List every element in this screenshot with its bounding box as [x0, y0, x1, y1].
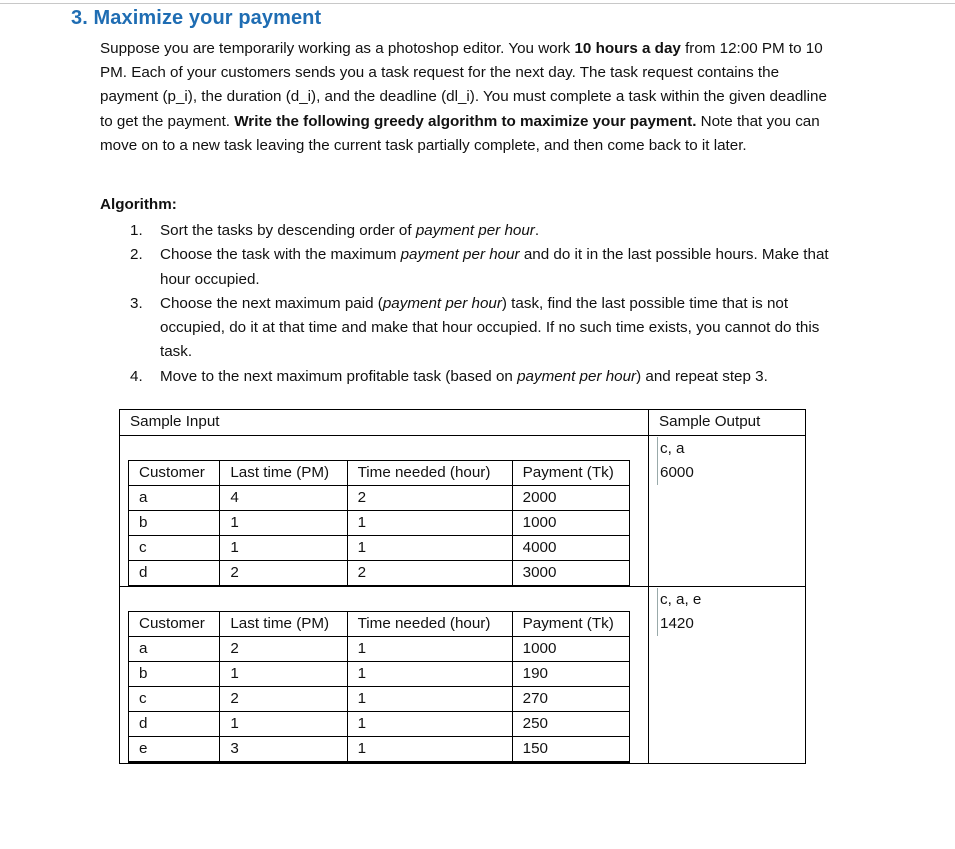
table-header-row: Customer Last time (PM) Time needed (hour) Payment (Tk) [129, 461, 630, 486]
table-row: c 2 1 270 [129, 687, 630, 712]
algorithm-step-3: 3. Choose the next maximum paid (payment per hour) task, find the last possible time that is not occupied, do it at that time and make that hour occupied. If no such time exists, you cannot do this task. [130, 294, 820, 361]
sample-input-table-1 [128, 460, 630, 587]
intro-bold-instruction: Write the following greedy algorithm to maximize your payment. [234, 112, 697, 130]
intro-bold-hours: 10 hours a day [574, 40, 681, 57]
intro-text-1: Suppose you are temporarily working as a photoshop editor. You work [100, 40, 575, 57]
table-header-row: Customer Last time (PM) Time needed (hour) Payment (Tk) [129, 612, 630, 637]
sample-input-table-2 [128, 611, 630, 763]
sample-input-header: Sample Input [130, 413, 220, 430]
table-row: c 1 1 4000 [129, 536, 630, 561]
table-row: a 4 2 2000 [129, 486, 630, 511]
table-row: b 1 1 190 [129, 662, 630, 687]
table-row: a 2 1 1000 [129, 637, 630, 662]
algorithm-heading: Algorithm: [100, 196, 177, 213]
algorithm-step-4: 4. Move to the next maximum profitable task (based on payment per hour) and repeat step 3. [130, 367, 768, 385]
intro-text-2: from 12:00 PM to 10 PM. Each of your customers sends you a task request for the next day. The task request contains the payment (p_i), the duration (d_i), and the deadline (dl_i). You must complete a task within the given deadline to get the payment. [100, 40, 827, 130]
sample-output-2 [657, 588, 701, 636]
table-row: e 3 1 150 [129, 737, 630, 763]
output-total-payment: 1420 [660, 615, 694, 632]
sample-output-header: Sample Output [659, 413, 761, 430]
sample-header-rule [119, 435, 806, 436]
output-selected-tasks: c, a [660, 440, 685, 457]
problem-description [100, 37, 840, 158]
sample-output-1 [657, 437, 694, 485]
intro-text-3: Note that you can move on to a new task leaving the current task partially complete, and then come back to it later. [100, 112, 820, 154]
algorithm-step-2: 2. Choose the task with the maximum payment per hour and do it in the last possible hours. Make that hour occupied. [130, 246, 829, 288]
table-row: d 2 2 3000 [129, 561, 630, 587]
table-row: b 1 1 1000 [129, 511, 630, 536]
algorithm-steps [130, 219, 850, 389]
table-row: d 1 1 250 [129, 712, 630, 737]
algorithm-step-1: 1. Sort the tasks by descending order of payment per hour. [130, 222, 540, 239]
page-top-border [0, 3, 955, 4]
output-selected-tasks: c, a, e [660, 591, 702, 608]
output-total-payment: 6000 [660, 464, 694, 481]
section-title: 3. Maximize your payment [71, 7, 322, 29]
